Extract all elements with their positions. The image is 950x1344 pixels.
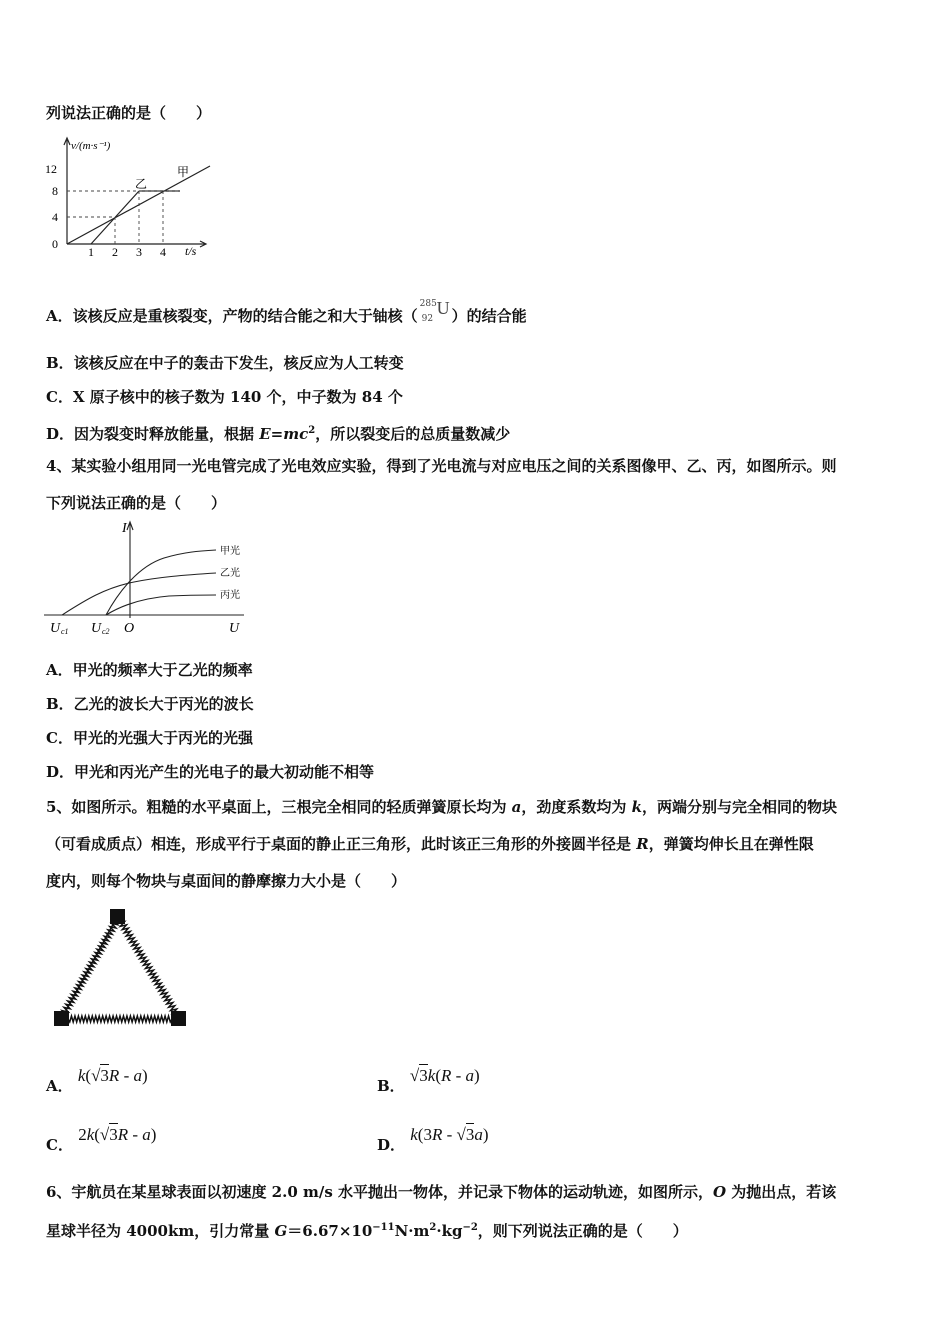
q5-line1-a: 5、如图所示。粗糙的水平桌面上，三根完全相同的轻质弹簧原长均为 <box>46 798 512 816</box>
q5-option-a-expr: k(√3R - a) <box>77 1066 148 1085</box>
q3-ytick: 12 <box>45 162 57 176</box>
q5-option-b-label: B． <box>377 1077 405 1095</box>
q3-option-a-pre: A．该核反应是重核裂变，产物的结合能之和大于铀核（ <box>46 307 418 325</box>
q3-stem-tail: 列说法正确的是（ ） <box>46 104 212 122</box>
q3-ytick: 8 <box>52 184 58 198</box>
spring-right <box>118 920 178 1017</box>
q6-line2-a: 星球半径为 4000km，引力常量 <box>46 1222 275 1240</box>
q6-line2-d: ·kg <box>436 1222 463 1240</box>
q4-option-b[interactable]: B．乙光的波长大于丙光的波长 <box>46 695 254 713</box>
q4-uc2: U <box>91 621 102 636</box>
var-G: G <box>274 1222 288 1240</box>
q6-line2-e: ，则下列说法正确的是（ ） <box>477 1222 688 1240</box>
q5-option-d-expr: k(3R - √3a) <box>410 1125 489 1144</box>
q3-ytick: 4 <box>52 210 58 224</box>
spring-triangle-figure <box>50 905 195 1035</box>
q3-option-a-post: ）的结合能 <box>451 307 527 325</box>
q3-xtick: 3 <box>136 245 142 259</box>
q5-stem-line1 <box>46 797 837 817</box>
q3-option-a[interactable] <box>46 298 527 327</box>
q5-option-b-expr: √3k(R - a) <box>409 1066 480 1085</box>
q4-uc1: U <box>50 621 61 636</box>
q3-option-d[interactable] <box>46 421 510 444</box>
q3-option-d-post: ，所以裂变后的总质量数减少 <box>315 425 511 443</box>
q3-option-c[interactable]: C．X 原子核中的核子数为 140 个，中子数为 84 个 <box>46 388 403 406</box>
block-top <box>110 909 125 924</box>
q5-line2-b: ，弹簧均伸长且在弹性限 <box>648 835 814 853</box>
q4-stem-line2: 下列说法正确的是（ ） <box>46 494 227 512</box>
uranium-nuclide <box>418 298 452 327</box>
exponent: −11 <box>372 1222 395 1233</box>
q6-line2-b: ＝6.67×10 <box>287 1222 373 1240</box>
var-a: a <box>511 798 522 816</box>
block-left <box>54 1011 69 1026</box>
formula-exponent: 2 <box>308 425 316 436</box>
q4-iu-graph <box>44 516 249 641</box>
uranium-atomic: 92 <box>421 314 434 324</box>
q5-option-d[interactable] <box>377 1125 489 1154</box>
q3-ylabel: v/(m·s⁻¹) <box>71 140 111 152</box>
q4-stem-line1: 4、某实验小组用同一光电管完成了光电效应实验，得到了光电流与对应电压之间的关系图像甲、乙、丙，如图所示。则 <box>46 457 837 475</box>
block-right <box>171 1011 186 1026</box>
q4-curve-yi: 乙光 <box>220 568 240 579</box>
q6-line1-a: 6、宇航员在某星球表面以初速度 2.0 m/s 水平抛出一物体，并记录下物体的运动轨迹，如图所示， <box>46 1183 713 1201</box>
q5-option-a-label: A． <box>46 1077 73 1095</box>
q5-line1-c: ，两端分别与完全相同的物块 <box>642 798 838 816</box>
q6-line1-b: 为抛出点，若该 <box>726 1183 837 1201</box>
q4-uc2-sub: c2 <box>102 627 110 636</box>
q4-option-a[interactable]: A．甲光的频率大于乙光的频率 <box>46 661 253 679</box>
uranium-symbol: U <box>436 298 450 318</box>
q5-stem-line2 <box>46 834 814 854</box>
q6-stem-line1 <box>46 1182 836 1202</box>
mass-energy-formula: E=mc <box>259 425 309 443</box>
q5-option-b[interactable] <box>377 1066 480 1095</box>
q4-option-d[interactable]: D．甲光和丙光产生的光电子的最大初动能不相等 <box>46 763 375 781</box>
var-O: O <box>713 1183 727 1201</box>
q6-line2-c: N·m <box>394 1222 430 1240</box>
q4-curve-jia: 甲光 <box>220 546 240 557</box>
spring-bottom <box>68 1016 172 1022</box>
var-R: R <box>636 835 649 853</box>
q5-option-d-label: D． <box>377 1136 406 1154</box>
q3-vt-graph <box>40 132 215 262</box>
q3-xtick: 1 <box>88 245 94 259</box>
var-k: k <box>631 798 643 816</box>
q4-origin: O <box>124 621 135 636</box>
q3-label-jia: 甲 <box>177 165 190 179</box>
q4-xlabel: U <box>229 621 240 636</box>
uranium-mass: 285 <box>419 299 437 309</box>
q4-uc1-sub: c1 <box>61 627 69 636</box>
q3-xlabel: t/s <box>185 244 197 258</box>
q5-option-c-expr: 2k(√3R - a) <box>78 1125 157 1144</box>
q3-label-yi: 乙 <box>135 177 148 191</box>
q5-option-c-label: C． <box>46 1136 73 1154</box>
q4-curve-bing: 丙光 <box>220 590 240 601</box>
exponent: 2 <box>429 1222 437 1233</box>
q3-option-d-pre: D．因为裂变时释放能量，根据 <box>46 425 260 443</box>
q4-option-c[interactable]: C．甲光的光强大于丙光的光强 <box>46 729 253 747</box>
exponent: −2 <box>462 1222 478 1233</box>
q5-option-a[interactable] <box>46 1066 148 1095</box>
q4-ylabel: I <box>122 521 127 536</box>
q3-option-b[interactable]: B．该核反应在中子的轰击下发生，核反应为人工转变 <box>46 354 404 372</box>
q5-line2-a: （可看成质点）相连，形成平行于桌面的静止正三角形，此时该正三角形的外接圆半径是 <box>46 835 637 853</box>
q3-xtick: 2 <box>112 245 118 259</box>
q5-line1-b: ，劲度系数均为 <box>521 798 632 816</box>
q5-stem-line3: 度内，则每个物块与桌面间的静摩擦力大小是（ ） <box>46 872 407 890</box>
q3-xtick: 4 <box>160 245 166 259</box>
q3-ytick: 0 <box>52 237 58 251</box>
q6-stem-line2 <box>46 1218 688 1241</box>
q5-option-c[interactable] <box>46 1125 157 1154</box>
